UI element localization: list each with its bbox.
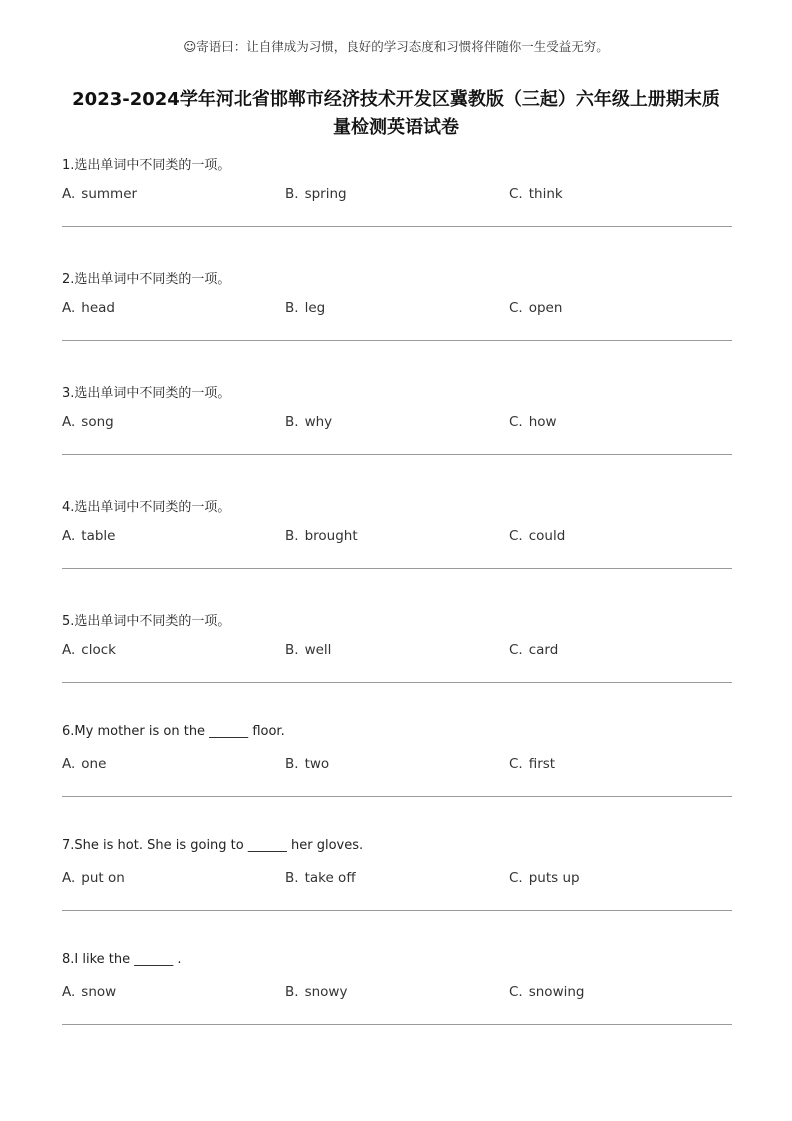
option-text: take off xyxy=(304,870,356,886)
option-text: snowy xyxy=(304,984,348,1000)
options-row xyxy=(62,984,732,1004)
option-letter: A. xyxy=(62,642,76,658)
option-b[interactable] xyxy=(285,642,331,658)
motto-line: ☺寄语曰：让自律成为习惯，良好的学习态度和习惯将伴随你一生受益无穷。 xyxy=(183,39,609,54)
option-a[interactable] xyxy=(62,870,125,886)
option-letter: C. xyxy=(509,300,523,316)
question-text: 4.选出单词中不同类的一项。 xyxy=(62,500,231,515)
option-text: song xyxy=(81,414,114,430)
question-text: 8.I like the ______ . xyxy=(62,952,182,967)
divider xyxy=(62,1024,732,1025)
option-c[interactable] xyxy=(509,870,580,886)
question-text: 5.选出单词中不同类的一项。 xyxy=(62,614,231,629)
option-letter: B. xyxy=(285,870,299,886)
option-letter: A. xyxy=(62,756,76,772)
options-row xyxy=(62,186,732,206)
option-letter: C. xyxy=(509,414,523,430)
option-text: head xyxy=(81,300,116,316)
question-2 xyxy=(62,265,732,379)
question-6 xyxy=(62,721,732,835)
option-text: think xyxy=(528,186,563,202)
divider xyxy=(62,682,732,683)
option-a[interactable] xyxy=(62,756,106,772)
question-3 xyxy=(62,379,732,493)
option-text: summer xyxy=(81,186,138,202)
option-b[interactable] xyxy=(285,756,329,772)
option-text: one xyxy=(81,756,107,772)
option-text: snow xyxy=(81,984,117,1000)
option-c[interactable] xyxy=(509,528,565,544)
options-row xyxy=(62,756,732,776)
option-letter: C. xyxy=(509,642,523,658)
option-letter: B. xyxy=(285,642,299,658)
option-text: leg xyxy=(304,300,326,316)
question-text: 7.She is hot. She is going to ______ her gloves. xyxy=(62,838,364,853)
option-letter: B. xyxy=(285,186,299,202)
option-b[interactable] xyxy=(285,300,325,316)
exam-title-line-2: 量检测英语试卷 xyxy=(333,117,459,138)
option-letter: C. xyxy=(509,186,523,202)
option-c[interactable] xyxy=(509,414,557,430)
option-letter: A. xyxy=(62,984,76,1000)
options-row xyxy=(62,414,732,434)
option-a[interactable] xyxy=(62,300,115,316)
exam-title-line-1: 2023-2024学年河北省邯郸市经济技术开发区冀教版（三起）六年级上册期末质 xyxy=(72,89,720,110)
divider xyxy=(62,226,732,227)
option-c[interactable] xyxy=(509,186,563,202)
option-letter: A. xyxy=(62,186,76,202)
option-text: puts up xyxy=(528,870,580,886)
question-text: 6.My mother is on the ______ floor. xyxy=(62,724,285,739)
option-text: snowing xyxy=(528,984,585,1000)
option-text: clock xyxy=(81,642,116,658)
option-letter: B. xyxy=(285,414,299,430)
option-text: brought xyxy=(304,528,358,544)
divider xyxy=(62,340,732,341)
option-b[interactable] xyxy=(285,984,347,1000)
option-letter: C. xyxy=(509,984,523,1000)
option-b[interactable] xyxy=(285,870,356,886)
option-text: first xyxy=(528,756,556,772)
option-b[interactable] xyxy=(285,414,332,430)
option-a[interactable] xyxy=(62,414,114,430)
option-text: how xyxy=(528,414,557,430)
question-5 xyxy=(62,607,732,721)
option-a[interactable] xyxy=(62,984,116,1000)
divider xyxy=(62,568,732,569)
question-text: 3.选出单词中不同类的一项。 xyxy=(62,386,231,401)
option-a[interactable] xyxy=(62,642,116,658)
option-letter: A. xyxy=(62,528,76,544)
option-c[interactable] xyxy=(509,756,555,772)
option-c[interactable] xyxy=(509,300,562,316)
option-letter: B. xyxy=(285,756,299,772)
divider xyxy=(62,796,732,797)
option-text: card xyxy=(528,642,559,658)
option-b[interactable] xyxy=(285,186,347,202)
question-1 xyxy=(62,151,732,265)
question-8 xyxy=(62,949,732,1063)
options-row xyxy=(62,642,732,662)
option-a[interactable] xyxy=(62,528,116,544)
question-text: 1.选出单词中不同类的一项。 xyxy=(62,158,231,173)
option-text: open xyxy=(528,300,563,316)
option-text: why xyxy=(304,414,333,430)
option-letter: A. xyxy=(62,870,76,886)
option-letter: C. xyxy=(509,870,523,886)
option-a[interactable] xyxy=(62,186,137,202)
divider xyxy=(62,454,732,455)
option-b[interactable] xyxy=(285,528,358,544)
option-text: spring xyxy=(304,186,347,202)
option-letter: B. xyxy=(285,528,299,544)
question-7 xyxy=(62,835,732,949)
divider xyxy=(62,910,732,911)
option-text: two xyxy=(304,756,330,772)
option-letter: C. xyxy=(509,528,523,544)
options-row xyxy=(62,528,732,548)
option-letter: A. xyxy=(62,300,76,316)
option-text: table xyxy=(81,528,116,544)
exam-title xyxy=(40,86,752,142)
option-text: put on xyxy=(81,870,125,886)
option-letter: B. xyxy=(285,300,299,316)
options-row xyxy=(62,870,732,890)
option-text: could xyxy=(528,528,566,544)
option-text: well xyxy=(304,642,332,658)
option-letter: B. xyxy=(285,984,299,1000)
options-row xyxy=(62,300,732,320)
option-c[interactable] xyxy=(509,984,585,1000)
question-list xyxy=(62,151,732,1063)
question-text: 2.选出单词中不同类的一项。 xyxy=(62,272,231,287)
question-4 xyxy=(62,493,732,607)
option-letter: A. xyxy=(62,414,76,430)
option-c[interactable] xyxy=(509,642,558,658)
option-letter: C. xyxy=(509,756,523,772)
